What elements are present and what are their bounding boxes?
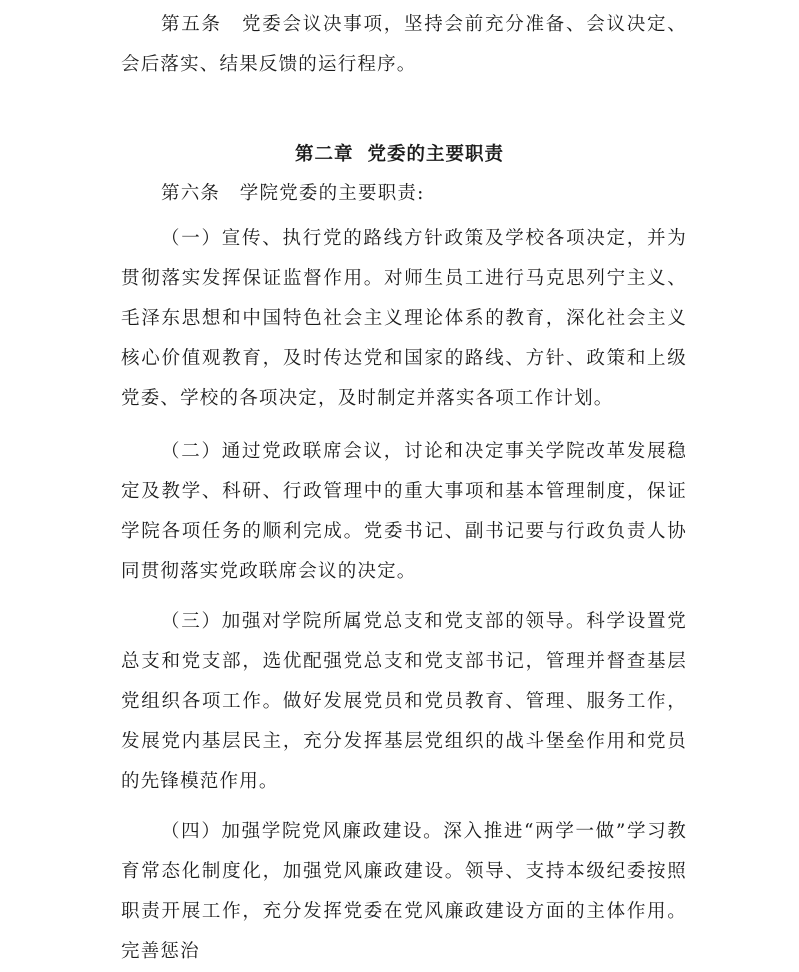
article-6-item-4: （四）加强学院党风廉政建设。深入推进“两学一做”学习教育常态化制度化，加强党风廉政建设。领导、支持本级纪委按照职责开展工作，充分发挥党委在党风廉政建设方面的主体作用。完善惩治 (121, 821, 687, 962)
chapter-number: 第二章 (294, 144, 354, 165)
chapter-title: 党委的主要职责 (367, 144, 505, 165)
chapter-heading (0, 139, 799, 171)
article-6-item-1: （一）宣传、执行党的路线方针政策及学校各项决定，并为贯彻落实发挥保证监督作用。对师生员工进行马克思列宁主义、毛泽东思想和中国特色社会主义理论体系的教育，深化社会主义核心价值观教育，及时传达党和国家的路线、方针、政策和上级党委、学校的各项决定，及时制定并落实各项工作计划。 (121, 228, 687, 409)
article-6-intro: 第六条 学院党委的主要职责: (161, 183, 425, 204)
article-5-paragraph: 第五条 党委会议决事项，坚持会前充分准备、会议决定、会后落实、结果反馈的运行程序。 (121, 14, 687, 75)
article-6-item-3: （三）加强对学院所属党总支和党支部的领导。科学设置党总支和党支部，选优配强党总支和党支部书记，管理并督查基层党组织各项工作。做好发展党员和党员教育、管理、服务工作，发展党内基层民主，充分发挥基层党组织的战斗堡垒作用和党员的先锋模范作用。 (121, 611, 687, 792)
article-6-item-2: （二）通过党政联席会议，讨论和决定事关学院改革发展稳定及教学、科研、行政管理中的重大事项和基本管理制度，保证学院各项任务的顺利完成。党委书记、副书记要与行政负责人协同贯彻落实党政联席会议的决定。 (121, 441, 687, 582)
